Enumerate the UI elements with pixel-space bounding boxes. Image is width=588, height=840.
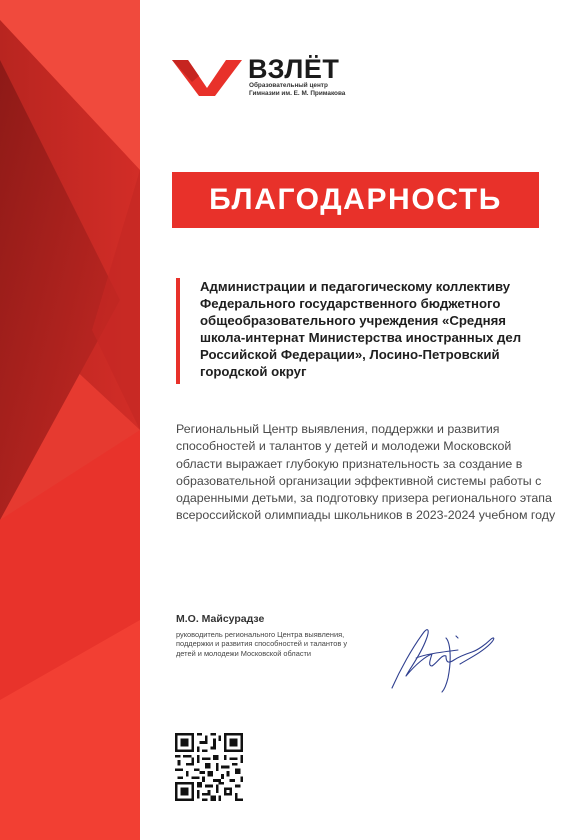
v-chevron-logo-icon: [172, 58, 242, 96]
recipient-text: Администрации и педагогическому коллективу Федерального государственного бюджетного общеобразовательного учреждения «Средняя школа-интернат Министерства иностранных дел Российской Федерации», Лосино-Петровский городской округ: [200, 279, 522, 379]
decorative-red-band: [0, 0, 140, 840]
logo-subtitle-line1: Образовательный центр: [249, 82, 328, 89]
logo: [172, 56, 372, 100]
signer-name: М.О. Майсурадзе: [176, 613, 265, 625]
certificate-title: БЛАГОДАРНОСТЬ: [209, 183, 502, 216]
gratitude-body-text: Региональный Центр выявления, поддержки и развития способностей и талантов у детей и молодежи Московской области выражает глубокую признательность за создание в образовательной организации эффективной системы работы с одаренными детьми, за подготовку призера регионального этапа всероссийской олимпиады школьников в 2023-2024 учебном году: [176, 422, 556, 523]
logo-subtitle-line2: Гимназии им. Е. М. Примакова: [249, 89, 346, 97]
logo-title: ВЗЛЁТ: [248, 54, 340, 84]
recipient-block: [176, 278, 550, 384]
handwritten-signature-icon: [386, 618, 506, 694]
logo-subtitle: [249, 82, 345, 97]
signer-role: руководитель регионального Центра выявления, поддержки и развития способностей и талантов у детей и молодежи Московской области: [176, 630, 348, 658]
title-banner: [172, 172, 539, 228]
qr-code-icon[interactable]: [175, 733, 243, 801]
